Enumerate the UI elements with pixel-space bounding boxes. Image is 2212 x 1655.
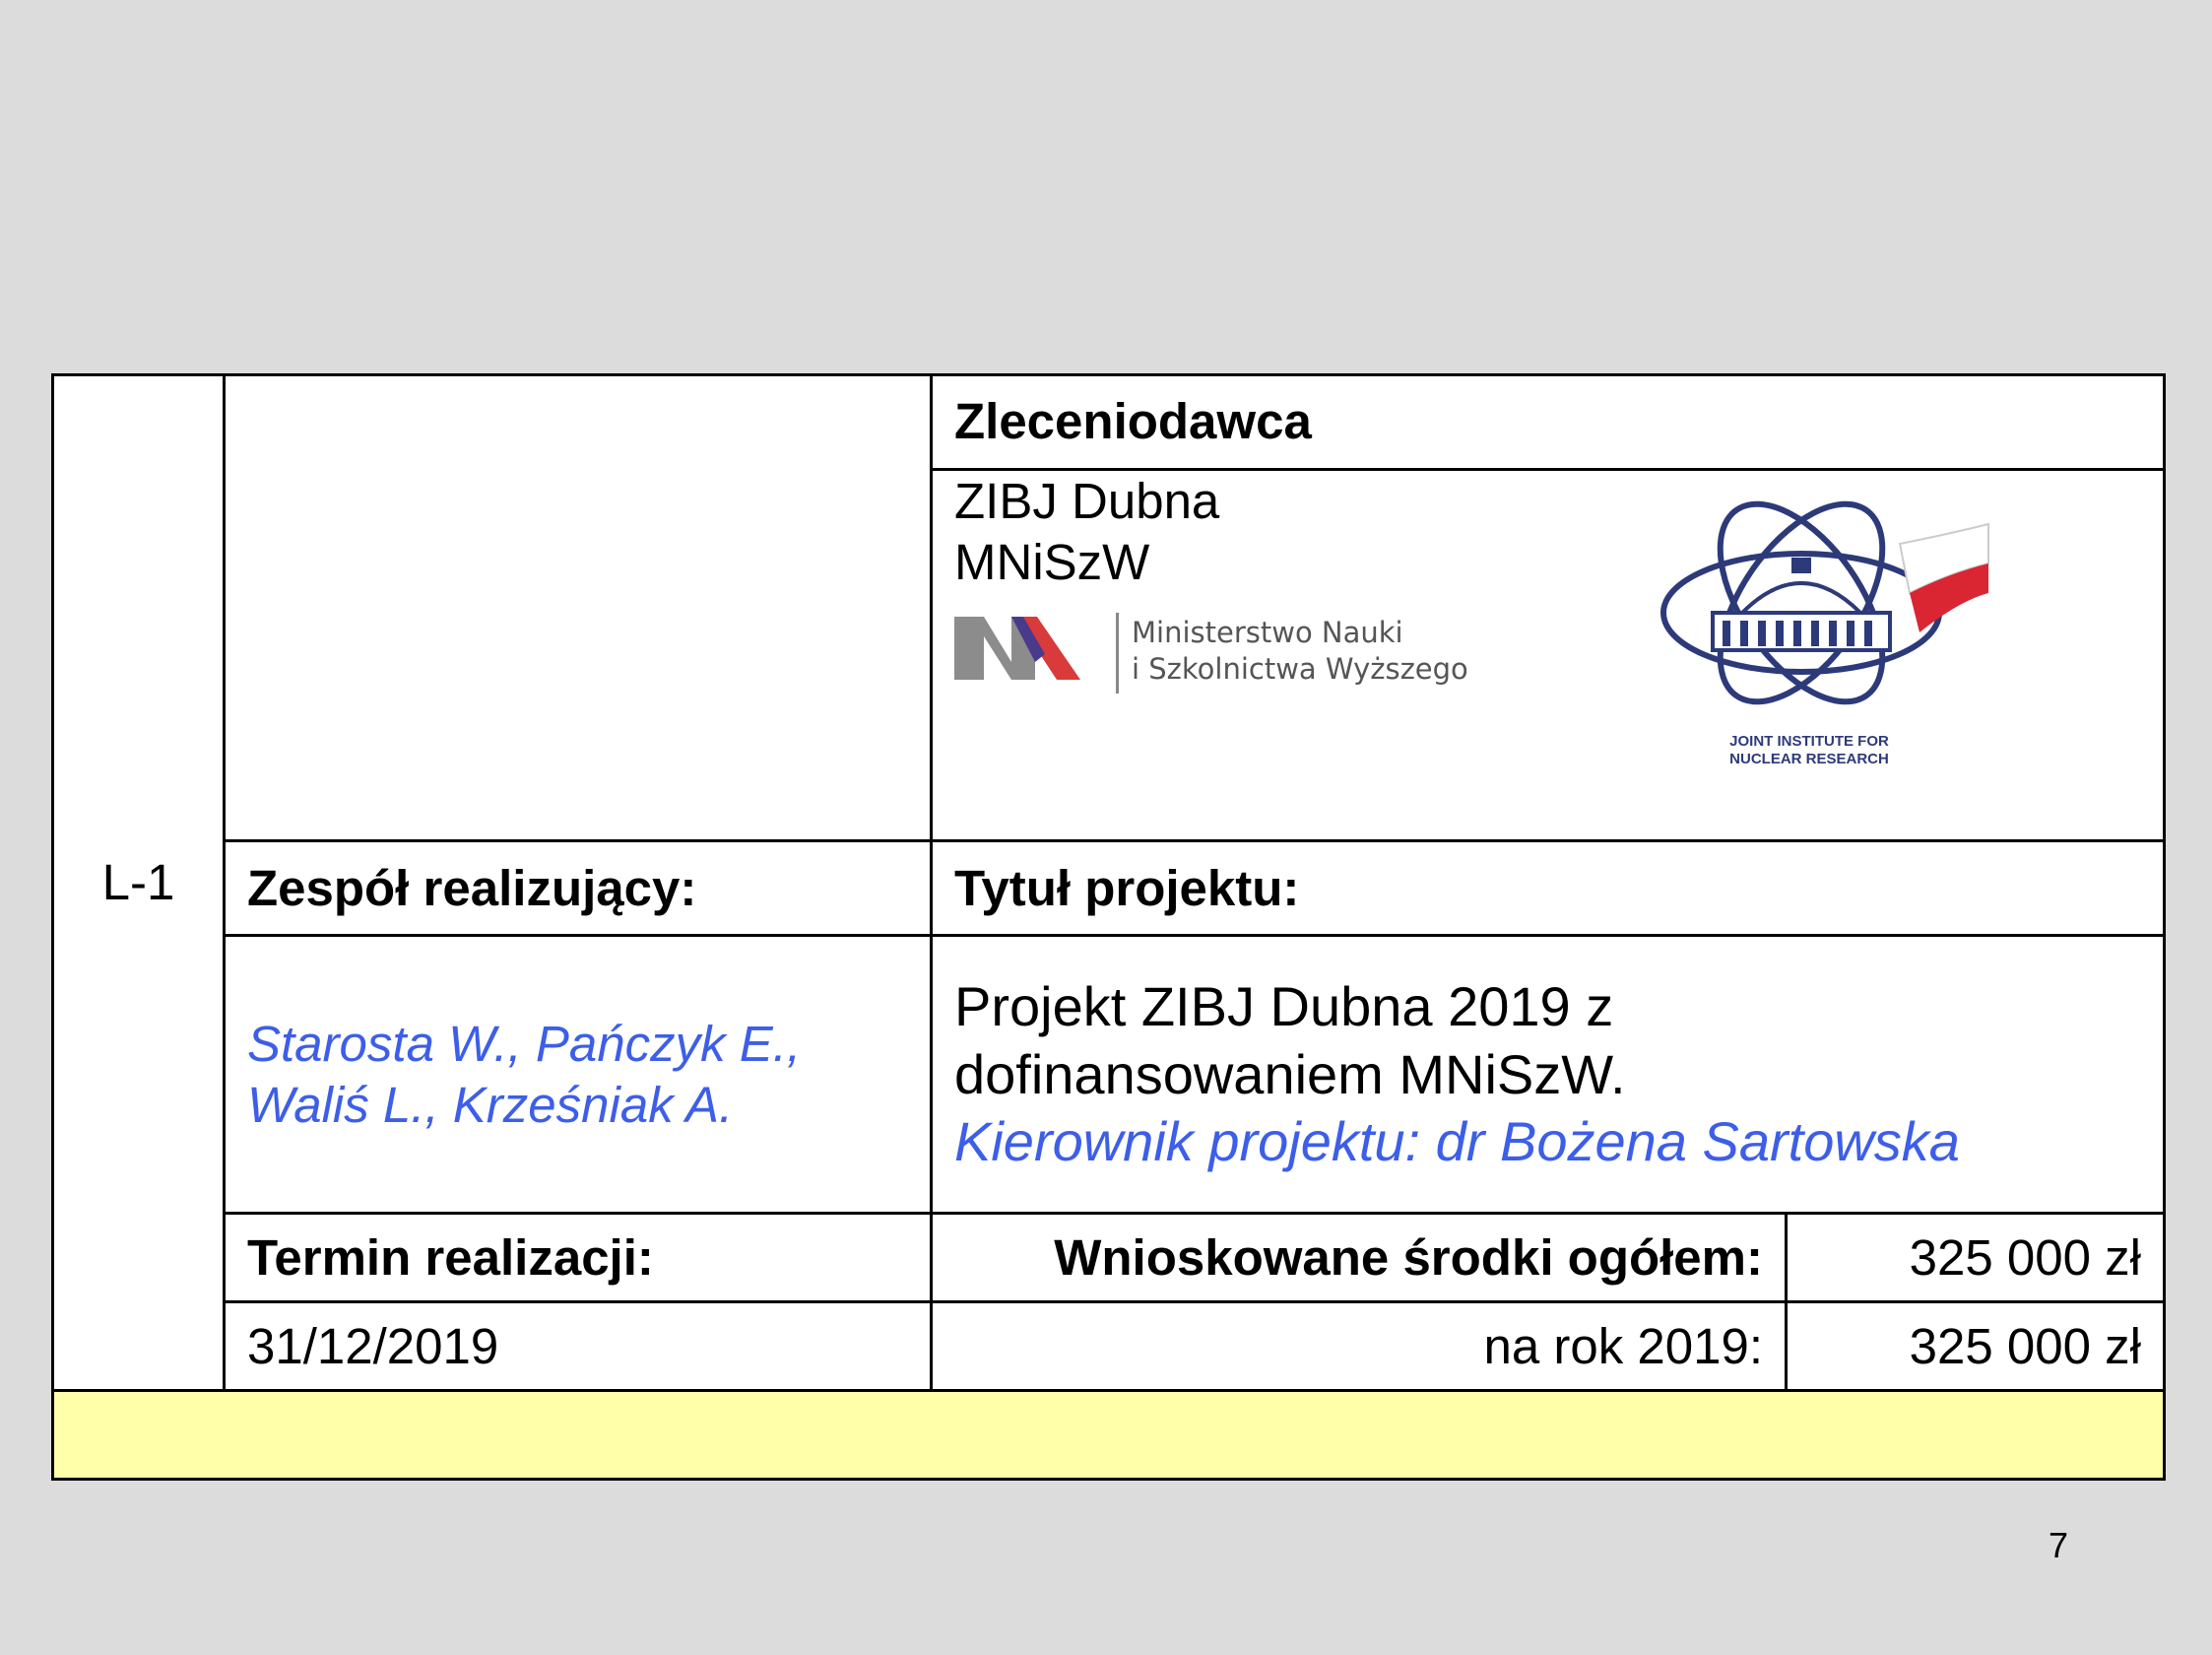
client-line1: ZIBJ Dubna [954, 473, 1220, 529]
project-line1: Projekt ZIBJ Dubna 2019 z [954, 975, 1614, 1038]
funds-total-label: Wnioskowane środki ogółem: [932, 1214, 1787, 1302]
highlight-row [53, 1391, 2165, 1480]
funds-total-value: 325 000 zł [1787, 1214, 2165, 1302]
jinr-logo-icon [1654, 485, 2008, 741]
project-header: Tytuł projektu: [932, 841, 2165, 936]
row-code: L-1 [53, 375, 225, 1391]
deadline-header: Termin realizacji: [225, 1214, 932, 1302]
ministry-logo-text [1132, 615, 1468, 687]
logo-separator [1116, 613, 1119, 694]
deadline-value: 31/12/2019 [225, 1302, 932, 1391]
ministry-logo-line2: i Szkolnictwa Wyższego [1132, 651, 1468, 686]
page-number: 7 [2049, 1525, 2069, 1565]
project-title-cell [932, 936, 2165, 1214]
team-members [225, 936, 932, 1214]
ministry-logo-line1: Ministerstwo Nauki [1132, 616, 1403, 650]
project-line2: dofinansowaniem MNiSzW. [954, 1042, 1626, 1105]
project-table [51, 373, 2166, 1481]
client-cell [932, 470, 2165, 841]
funds-year-label: na rok 2019: [932, 1302, 1787, 1391]
team-line1: Starosta W., Pańczyk E., [247, 1015, 802, 1072]
jinr-logo-line2: NUCLEAR RESEARCH [1729, 750, 1889, 767]
empty-cell [225, 375, 932, 841]
jinr-logo-text [1711, 733, 1908, 767]
client-header: Zleceniodawca [932, 375, 2165, 470]
jinr-logo-line1: JOINT INSTITUTE FOR [1729, 733, 1889, 751]
project-manager: Kierownik projektu: dr Bożena Sartowska [954, 1110, 1960, 1173]
funds-year-value: 325 000 zł [1787, 1302, 2165, 1391]
client-line2: MNiSzW [954, 534, 1150, 591]
team-header: Zespół realizujący: [225, 841, 932, 936]
ministry-logo-icon [954, 603, 1092, 692]
team-line2: Waliś L., Krześniak A. [247, 1076, 734, 1133]
logos-area [954, 593, 2141, 839]
